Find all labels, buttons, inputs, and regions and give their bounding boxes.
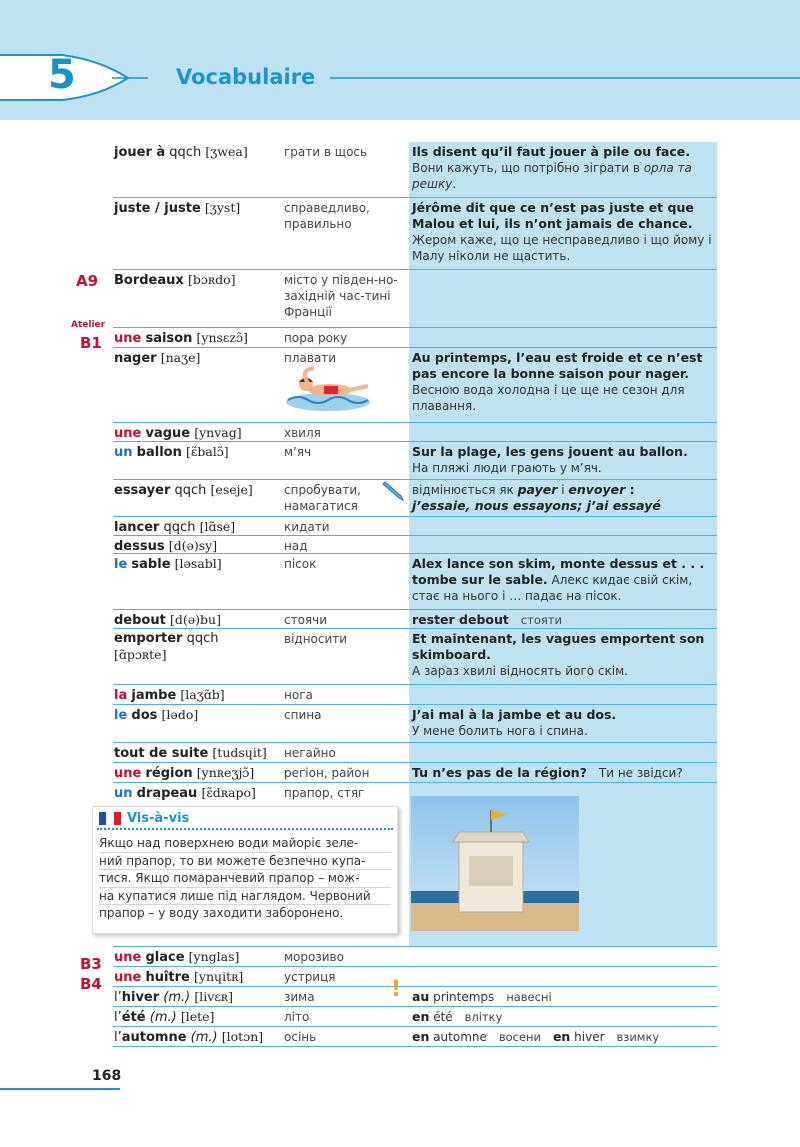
vocab-row: essayer qqch [eseje] спробувати, намагатися відмінюється як payer і envoyer : j’essaie, nous essayons; j’ai essayé [113, 480, 717, 517]
atelier-label: Atelier [71, 320, 106, 330]
exercise-label-b3: B3 [80, 955, 102, 973]
vocab-row: juste / juste [ʒyst] справедливо, правильно Jérôme dit que ce n’est pas juste et que Malou et lui, ils n’ont jamais de chance. Жером каже, що це несправедливо і що йому і Малу ніколи не щастить. [113, 198, 717, 270]
chapter-number: 5 [48, 52, 76, 98]
vocab-row: debout [d(ə)bu] стоячи rester debout стояти [113, 610, 717, 629]
vocab-row: le dos [lədo] спина J’ai mal à la jambe et au dos. У мене болить нога і спина. [113, 705, 717, 743]
vis-a-vis-title: Vis-à-vis [127, 811, 190, 826]
header-decoration [0, 0, 800, 120]
dotted-divider [97, 828, 393, 830]
section-title: Vocabulaire [176, 65, 316, 89]
vocab-row: une vague [ynvag] хвиля [113, 423, 717, 442]
french-flag-icon [99, 812, 121, 825]
swimmer-illustration [284, 362, 372, 416]
vocab-row: une région [ynʀeʒjɔ̃] регіон, район Tu n’es pas de la région? Ти не звідси? [113, 763, 717, 783]
vocab-row: une huître [ynɥitʀ] устриця [113, 967, 717, 987]
vocab-row: dessus [d(ə)sy] над [113, 536, 717, 554]
vis-a-vis-box [92, 806, 398, 934]
exercise-label-b1: B1 [80, 334, 102, 352]
vocab-row: l’été (m.) [lete] літо en été влітку [113, 1007, 717, 1027]
vocab-row: l’automne (m.) [lotɔn] осінь en automne восени en hiver взимку [113, 1027, 717, 1047]
lifeguard-hut-photo [411, 796, 579, 931]
page-number-underline [0, 1088, 120, 1090]
vocab-row: emporter qqch [ɑ̃pɔʀte] відносити Et maintenant, les vagues emportent son skimboard. А зараз хвилі відносять його скім. [113, 629, 717, 685]
vocab-row: tout de suite [tudsɥit] негайно [113, 743, 717, 763]
pencil-icon [381, 478, 405, 502]
vocab-row: le sable [ləsabl] пісок Alex lance son skim, monte dessus et . . . tombe sur le sable. Алекс кидає свій скім, стає на нього і … падає на пісок. [113, 554, 717, 610]
vis-a-vis-header [99, 811, 189, 826]
vocab-row: une saison [ynsɛzɔ̃] пора року [113, 328, 717, 348]
vocab-row: la jambe [laʒɑ̃b] нога [113, 685, 717, 705]
vocab-row: jouer à qqch [ʒwea] грати в щось Ils disent qu’il faut jouer à pile ou face. Вони кажуть, що потрібно зіграти в орла та решку. [113, 142, 717, 198]
page-header [0, 0, 800, 120]
vocab-row: nager [naʒe] плавати Au printemps, l’eau est froide et ce n’est pas encore la bonne saison pour nager. Весною вода холодна і це ще не сезон для плавання. [113, 348, 717, 423]
vocab-row: lancer qqch [lɑ̃se] кидати [113, 517, 717, 536]
vocab-row: un ballon [ɛ̃balɔ̃] м’яч Sur la plage, les gens jouent au ballon. На пляжі люди грають у м’яч. [113, 442, 717, 480]
vocab-row: une glace [ynglas] морозиво [113, 947, 717, 967]
exercise-label-a9: A9 [76, 272, 99, 290]
vocab-row: Bordeaux [bɔʀdo] місто у півден-но-західній час-тині Франції [113, 270, 717, 328]
vis-a-vis-text: Якщо над поверхнею води майоріє зеле- ний прапор, то ви можете безпечно купа- тися. Якщо помаранчевий прапор – мож- на купатися лише під наглядом. Червоний прапор – у воду заходити заборонено. [99, 835, 391, 922]
vocab-row: un drapeau [ɛ̃dʀapo] прапор, стяг [113, 783, 717, 947]
vocab-row: l’hiver (m.) [livɛʀ] зима au printemps навесні [113, 987, 717, 1007]
exercise-label-b4: B4 [80, 975, 102, 993]
page-number: 168 [92, 1068, 122, 1084]
exclamation-icon: ! [391, 977, 402, 1002]
